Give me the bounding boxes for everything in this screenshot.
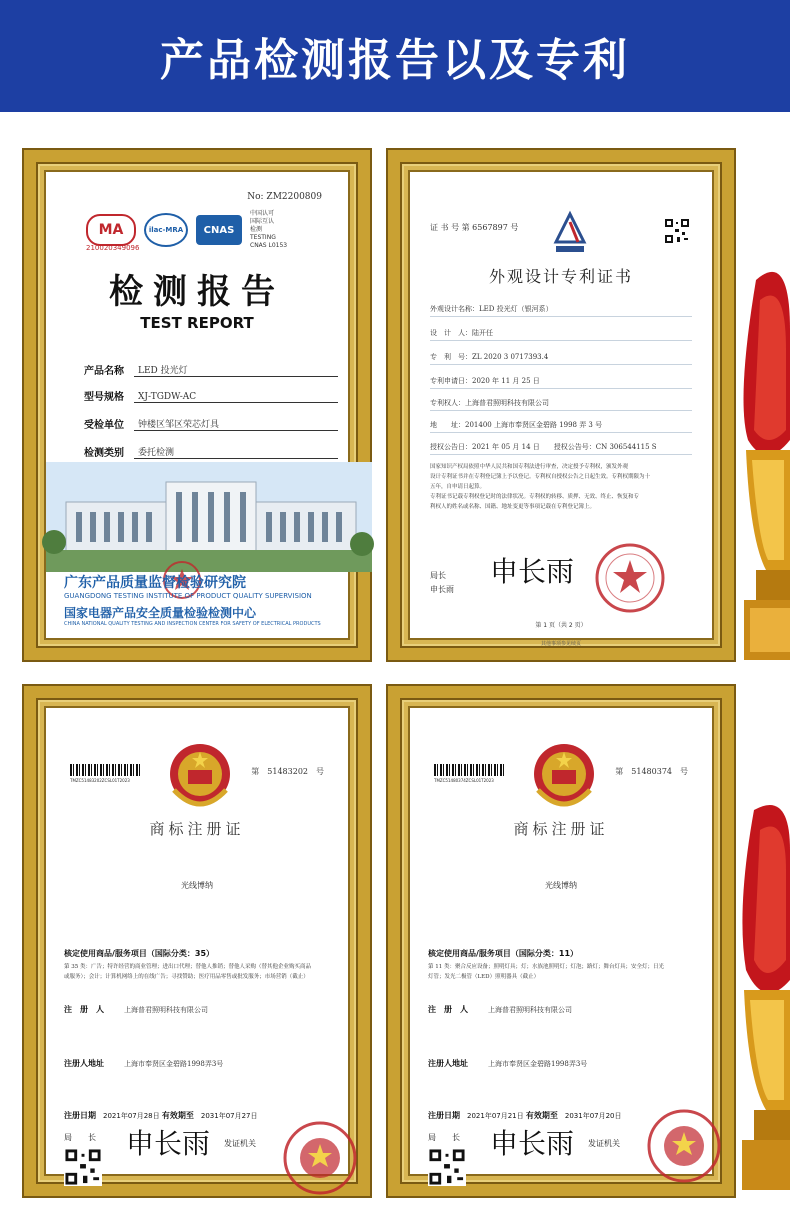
qr-code [428,1148,466,1186]
institute-name: 广东产品质量监督检验研究院 [64,575,246,591]
director-label: 局 长 [428,1133,460,1142]
page-title: 产品检测报告以及专利 [160,35,630,86]
field-client: 受检单位 钟楼区邹区荣芯灯具 [84,416,338,431]
goods-class: 核定使用商品/服务项目（国际分类：35） [64,949,215,958]
report-title: 检测报告 [109,272,285,312]
issuing-authority: 发证机关 [224,1139,256,1148]
page-number: 第 1 页（共 2 页） [535,622,587,629]
trademark-frame-2 [388,686,734,1196]
center-name-en: CHINA NATIONAL QUALITY TESTING AND INSPECTION CENTER FOR SAFETY OF ELECTRICAL PRODUCTS [64,621,321,627]
trademark-frame-1 [24,686,370,1196]
cnas-text: 中国认可 国际互认 检测 TESTING CNAS L0153 [250,210,288,249]
registration-number: 第 51483202 号 [251,767,324,776]
director-signature: 申长雨 [490,555,575,588]
patent-body-text: 国家知识产权局依照中华人民共和国专利法进行审查，决定授予专利权，颁发外观 设计专利证书并在专利登记簿上予以登记。专利权自授权公告之日起生效。专利权期限为十 五年，自申请日起算。 专利证书记载专利权登记时的法律状况。专利权的转移、质押、无效、终止、恢复和专 利权人的姓名或名称、国籍、地址变更等事项记载在专利登记簿上。 [430,464,651,510]
field-product-name: 产品名称 LED 投光灯 [84,362,338,377]
qr-code [64,1148,102,1186]
patent-frame [388,150,734,660]
director-signature: 申长雨 [126,1127,211,1160]
signer-name: 申长雨 [430,585,454,594]
patent-office-seal [594,542,666,614]
test-report-frame [24,150,370,660]
trophy-image [736,240,790,660]
issuing-authority: 发证机关 [588,1139,620,1148]
cnas-logo: CNAS [196,215,242,245]
patent-grant-date: 授权公告日：2021 年 05 月 14 日 授权公告号：CN 306544115 S [430,442,692,455]
cma-code: 210020349096 [86,244,140,252]
dates-row: 注册日期 2021年07月28日 有效期至 2031年07月27日 [64,1111,258,1120]
national-emblem [164,738,236,816]
patent-certificate [408,170,714,647]
national-emblem [528,738,600,816]
institute-name-en: GUANGDONG TESTING INSTITUTE OF PRODUCT QUALITY SUPERVISION [64,592,312,600]
registration-number: 第 51480374 号 [615,767,688,776]
barcode-text: TMZC51480374ZCSL01T2023 [434,778,494,783]
institute-building-photo [46,462,372,572]
patent-cert-number: 证 书 号 第 6567897 号 [430,223,519,232]
patent-designer: 设 计 人：陆开任 [430,328,692,341]
goods-class: 核定使用商品/服务项目（国际分类：11） [428,949,579,958]
center-name: 国家电器产品安全质量检验检测中心 [64,606,257,620]
trademark-office-seal [646,1108,722,1184]
patent-title: 外观设计专利证书 [488,267,633,286]
trademark-name: 光线博纳 [545,881,577,890]
report-number: No: ZM2200809 [247,192,322,202]
report-subtitle: TEST REPORT [140,314,254,332]
institute-block [64,572,338,627]
trademark-certificate-2 [408,706,714,1176]
registrant-row: 注 册 人 上海普君照明科技有限公司 [64,1005,208,1014]
field-model: 型号规格 XJ-TGDW-AC [84,388,338,403]
registrant-row: 注 册 人 上海普君照明科技有限公司 [428,1005,572,1014]
signer-title: 局长 [430,571,446,580]
trademark-name: 光线博纳 [181,881,213,890]
page-header [0,0,790,112]
dates-row: 注册日期 2021年07月21日 有效期至 2031年07月20日 [428,1111,622,1120]
trademark-title: 商标注册证 [149,820,245,838]
qr-code [664,218,690,244]
patent-filing-date: 专利申请日：2020 年 11 月 25 日 [430,376,692,389]
barcode [434,764,506,776]
director-signature: 申长雨 [490,1127,575,1160]
field-test-type: 检测类别 委托检测 [84,444,338,459]
test-report-certificate [44,170,350,640]
trophy-image [736,790,790,1190]
patent-design-name: 外观设计名称：LED 投光灯（银河系） [430,304,692,317]
cma-logo: MA [86,214,136,246]
trademark-title: 商标注册证 [513,820,609,838]
address-row: 注册人地址 上海市奉贤区金碧路1998弄3号 [64,1059,224,1068]
ilac-mra-logo: ilac-MRA [144,213,188,247]
patent-address: 地 址：201400 上海市奉贤区金碧路 1998 弄 3 号 [430,420,692,433]
trademark-office-seal [282,1120,358,1196]
barcode [70,764,142,776]
barcode-text: TMZC51483202ZCSL01T2023 [70,778,130,783]
patent-holder: 专利权人：上海普君照明科技有限公司 [430,398,692,411]
patent-office-emblem [550,212,590,256]
patent-footer: 其他事项参见续页 [540,641,581,647]
patent-number: 专 利 号：ZL 2020 3 0717393.4 [430,352,692,365]
goods-list: 第 11 类：聚合反应设备；照明灯具；灯；水族池照明灯；灯泡；路灯；舞台灯具；安全灯；日光 灯管；发光二极管（LED）照明器具（截止） [428,964,664,980]
trademark-certificate-1 [44,706,350,1176]
goods-list: 第 35 类：广告；特许经营的商业管理；进出口代理；替他人推销；替他人采购（替其他企业购买商品 或服务）；会计；计算机网络上的在线广告；寻找赞助；医疗用品零售或批发服务；市场营销（截止） [64,964,311,980]
address-row: 注册人地址 上海市奉贤区金碧路1998弄3号 [428,1059,588,1068]
director-label: 局 长 [64,1133,96,1142]
